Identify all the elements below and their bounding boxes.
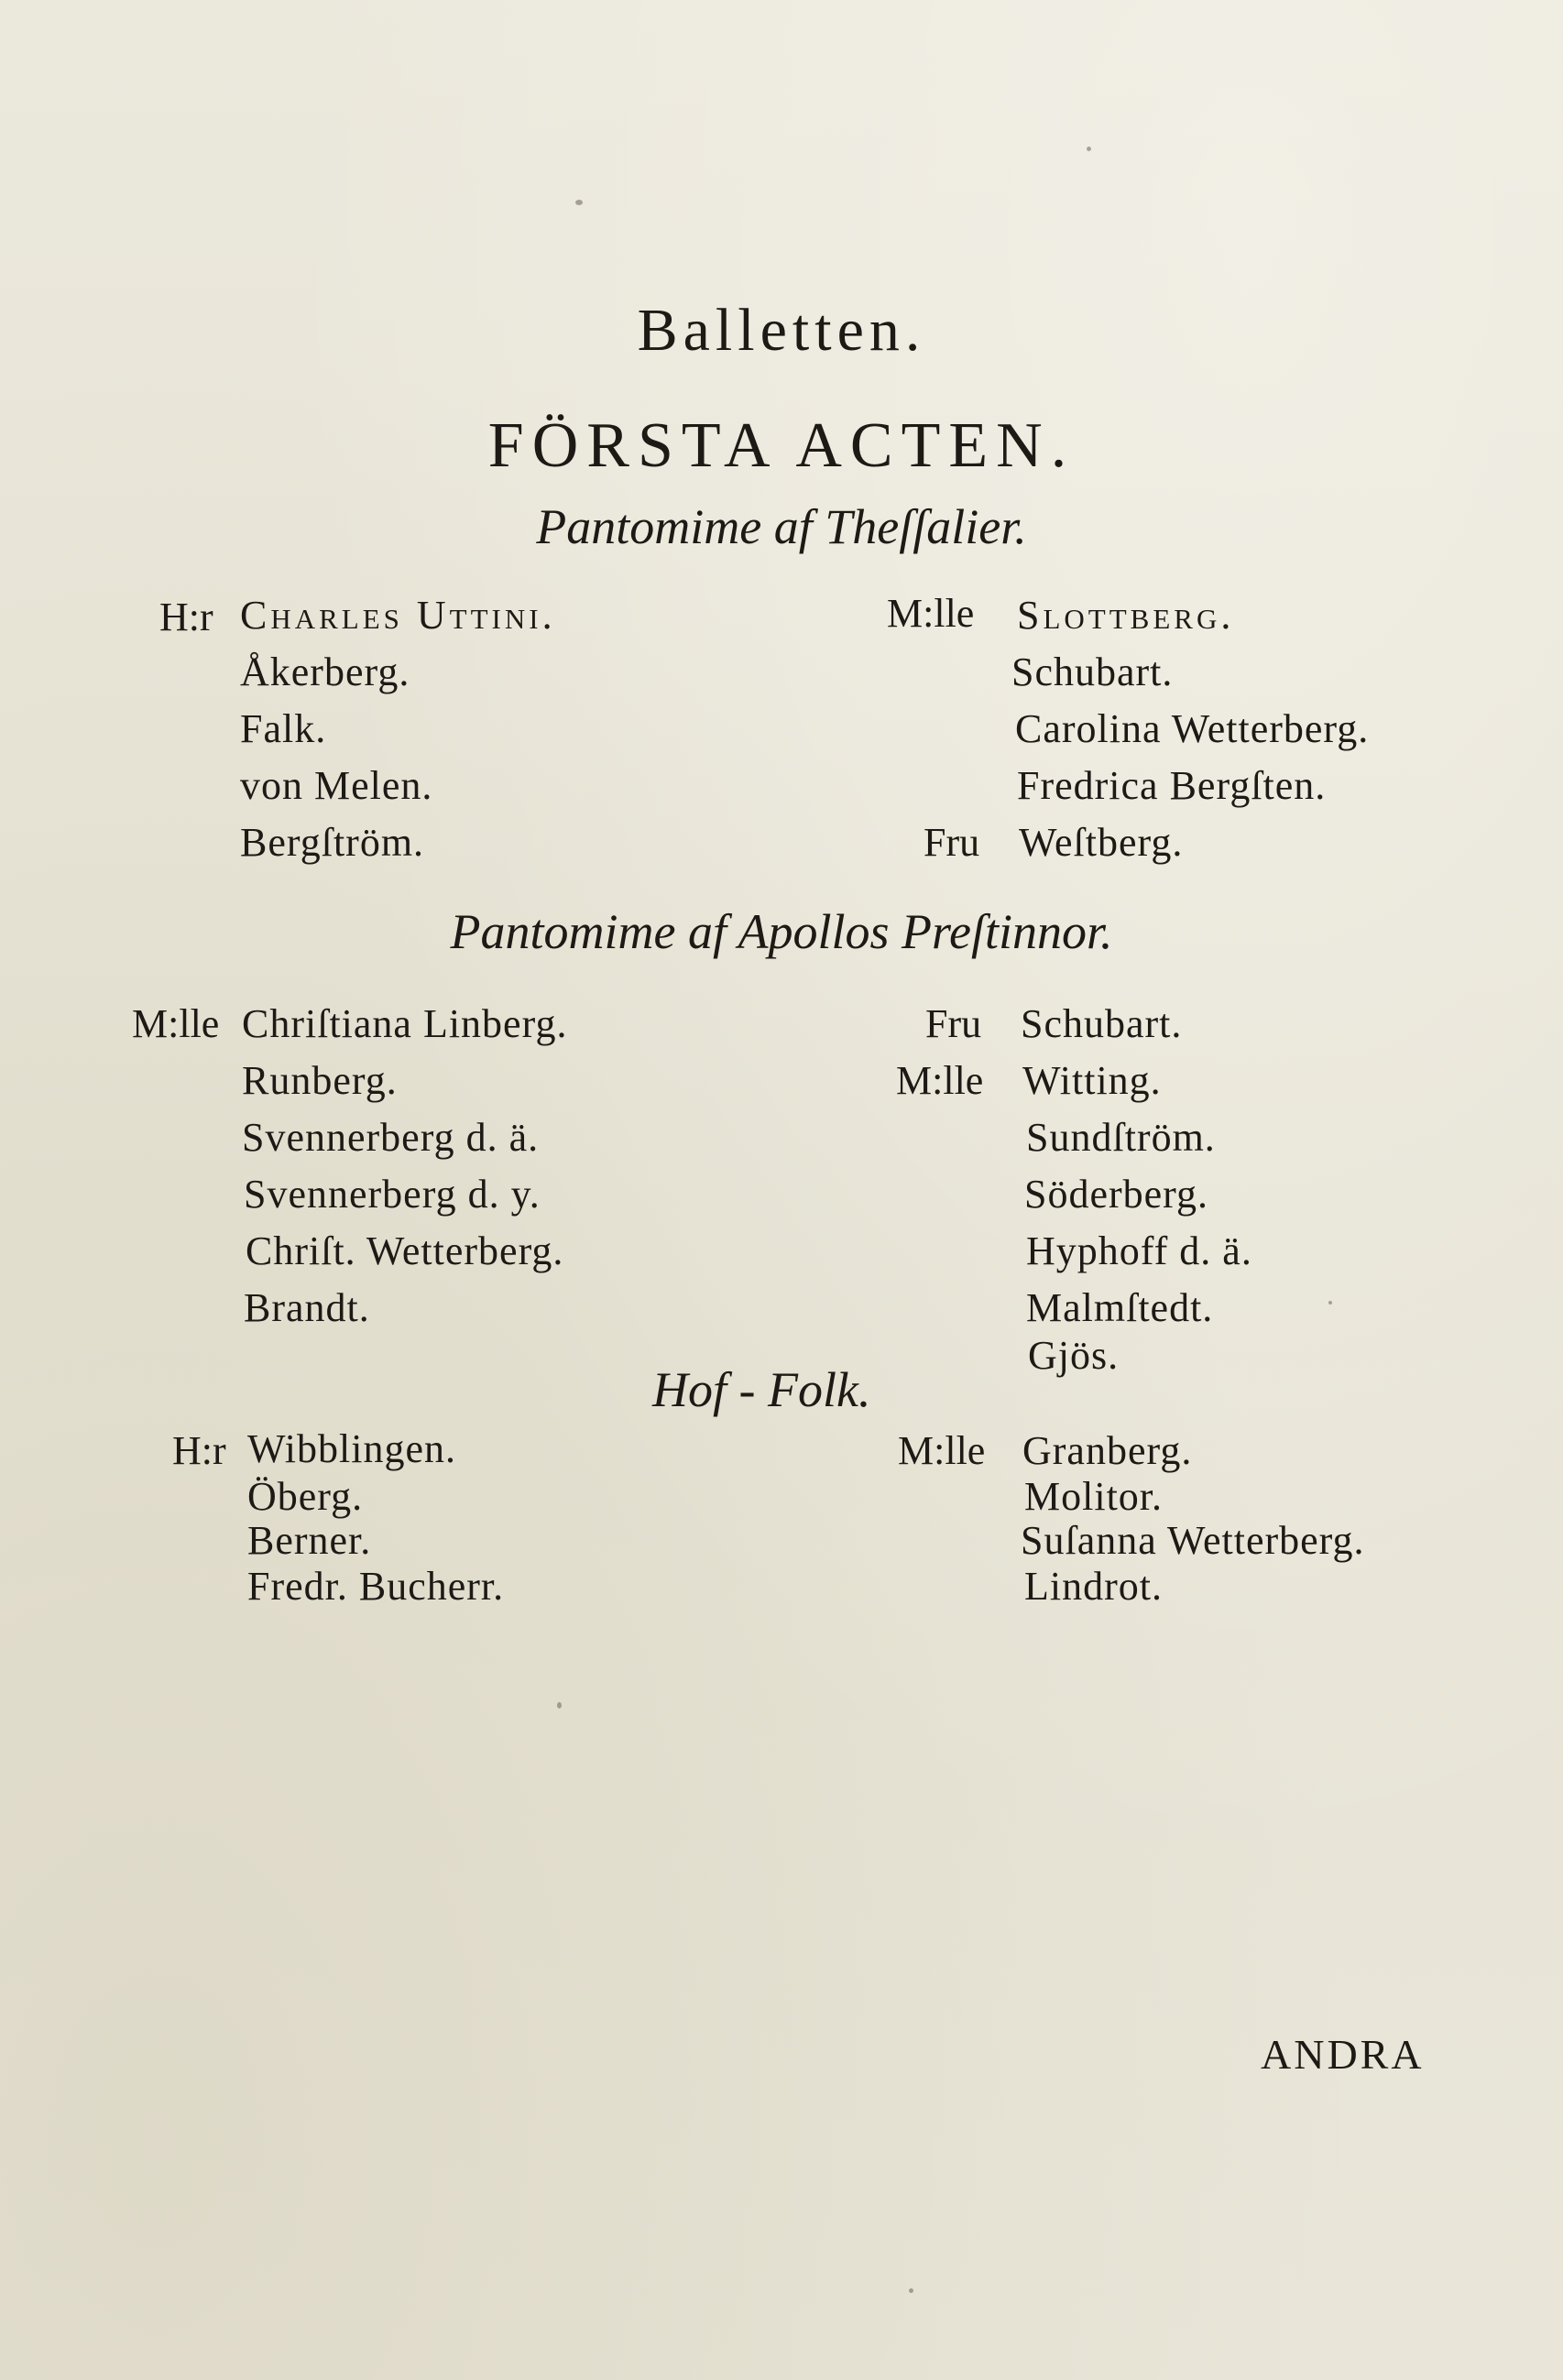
dancer-name: Gjös. — [1028, 1333, 1120, 1378]
dancer-name: Falk. — [240, 706, 327, 751]
dancer-name: Fredrica Bergſten. — [1017, 763, 1327, 808]
dancer-name: Bergſtröm. — [240, 820, 425, 865]
section-heading-apollos: Pantomime af Apollos Preſtinnor. — [450, 904, 1113, 959]
right-prefix: Fru — [924, 820, 980, 865]
dancer-name: Suſanna Wetterberg. — [1021, 1518, 1365, 1563]
section-heading-thessalier: Pantomime af Theſſalier. — [536, 499, 1027, 554]
dancer-name: Slottberg. — [1017, 593, 1235, 638]
left-prefix: H:r — [172, 1428, 226, 1473]
dancer-name: Runberg. — [242, 1058, 398, 1103]
dancer-name: Sundſtröm. — [1026, 1115, 1216, 1160]
right-prefix: M:lle — [887, 591, 975, 636]
catchword: ANDRA — [1261, 2031, 1425, 2078]
dancer-name: Söderberg. — [1024, 1172, 1209, 1217]
left-prefix: M:lle — [132, 1001, 220, 1046]
paper-speck — [909, 2288, 913, 2293]
dancer-name: Öberg. — [247, 1474, 364, 1519]
paper-speck — [1328, 1301, 1332, 1305]
dancer-name: Weſtberg. — [1019, 820, 1184, 865]
dancer-name: Schubart. — [1021, 1001, 1183, 1046]
dancer-name: Berner. — [247, 1518, 372, 1563]
right-prefix: M:lle — [896, 1058, 984, 1103]
dancer-name: Svennerberg d. y. — [244, 1172, 541, 1217]
right-prefix: Fru — [925, 1001, 982, 1046]
dancer-name: Åkerberg. — [240, 650, 410, 694]
act-heading: FÖRSTA ACTEN. — [487, 410, 1076, 481]
dancer-name: Carolina Wetterberg. — [1015, 706, 1370, 751]
dancer-name: Fredr. Bucherr. — [247, 1564, 505, 1609]
dancer-name: Brandt. — [244, 1285, 370, 1330]
dancer-name: Chriſtiana Linberg. — [242, 1001, 568, 1046]
dancer-name: Svennerberg d. ä. — [242, 1115, 540, 1160]
dancer-name: Granberg. — [1022, 1428, 1193, 1473]
dancer-name: Schubart. — [1011, 650, 1174, 694]
dancer-name: Hyphoff d. ä. — [1026, 1228, 1252, 1273]
dancer-name: Malmſtedt. — [1026, 1285, 1214, 1330]
paper-speck — [557, 1702, 562, 1709]
dancer-name: Charles Uttini. — [240, 593, 556, 638]
right-prefix: M:lle — [898, 1428, 986, 1473]
dancer-name: von Melen. — [240, 763, 433, 808]
dancer-name: Wibblingen. — [247, 1426, 456, 1471]
dancer-name: Witting. — [1022, 1058, 1162, 1103]
dancer-name: Molitor. — [1024, 1474, 1164, 1519]
dancer-name: Lindrot. — [1024, 1564, 1163, 1609]
left-prefix: H:r — [159, 595, 213, 639]
paper-speck — [1087, 147, 1091, 151]
dancer-name: Chriſt. Wetterberg. — [246, 1228, 564, 1273]
paper-speck — [575, 200, 583, 205]
section-heading-hof-folk: Hof - Folk. — [652, 1362, 871, 1417]
page-title: Balletten. — [637, 297, 926, 364]
